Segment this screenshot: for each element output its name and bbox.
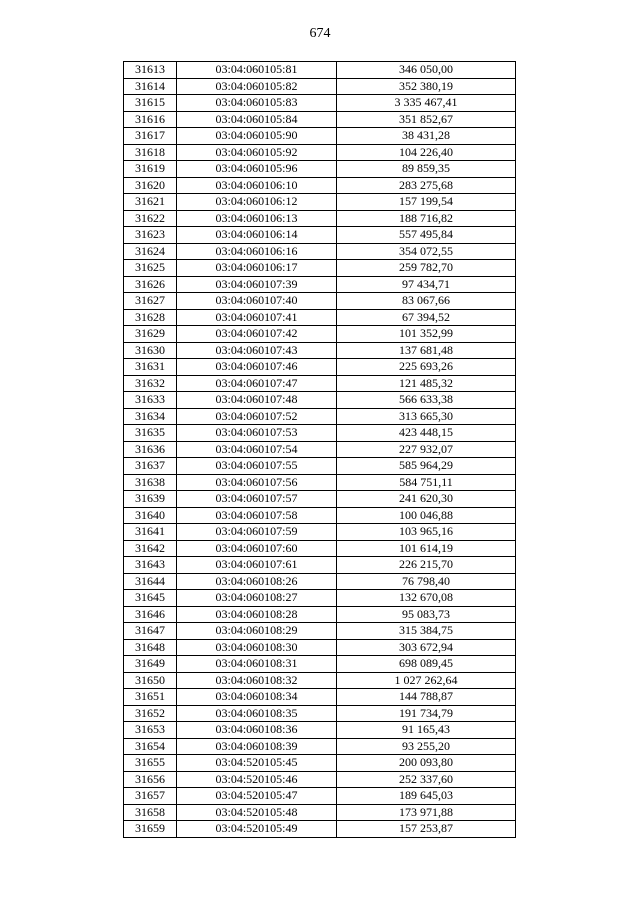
cadastral-number-cell: 03:04:060108:30 [177,639,337,656]
row-number-cell: 31630 [124,342,177,359]
value-cell: 93 255,20 [337,738,516,755]
cadastral-number-cell: 03:04:060105:82 [177,78,337,95]
value-cell: 1 027 262,64 [337,672,516,689]
cadastral-number-cell: 03:04:060107:54 [177,441,337,458]
table-row [124,111,516,128]
table-row [124,408,516,425]
row-number-cell: 31646 [124,606,177,623]
cadastral-number-cell: 03:04:060107:59 [177,524,337,541]
cadastral-number-cell: 03:04:060107:52 [177,408,337,425]
value-cell: 67 394,52 [337,309,516,326]
row-number-cell: 31637 [124,458,177,475]
value-cell: 241 620,30 [337,491,516,508]
cadastral-number-cell: 03:04:060108:34 [177,689,337,706]
value-cell: 200 093,80 [337,755,516,772]
cadastral-number-cell: 03:04:520105:49 [177,821,337,838]
table-row [124,342,516,359]
table-row [124,755,516,772]
cadastral-number-cell: 03:04:060107:39 [177,276,337,293]
value-cell: 584 751,11 [337,474,516,491]
value-cell: 100 046,88 [337,507,516,524]
cadastral-number-cell: 03:04:060107:61 [177,557,337,574]
row-number-cell: 31658 [124,804,177,821]
value-cell: 121 485,32 [337,375,516,392]
row-number-cell: 31618 [124,144,177,161]
value-cell: 585 964,29 [337,458,516,475]
cadastral-number-cell: 03:04:060107:41 [177,309,337,326]
row-number-cell: 31633 [124,392,177,409]
table-row [124,672,516,689]
table-row [124,227,516,244]
row-number-cell: 31655 [124,755,177,772]
table-row [124,656,516,673]
row-number-cell: 31615 [124,95,177,112]
row-number-cell: 31614 [124,78,177,95]
value-cell: 104 226,40 [337,144,516,161]
table-row [124,722,516,739]
cadastral-number-cell: 03:04:060108:31 [177,656,337,673]
cadastral-number-cell: 03:04:060105:84 [177,111,337,128]
value-cell: 101 352,99 [337,326,516,343]
table-row [124,326,516,343]
row-number-cell: 31613 [124,62,177,79]
table-row [124,639,516,656]
value-cell: 303 672,94 [337,639,516,656]
value-cell: 351 852,67 [337,111,516,128]
cadastral-number-cell: 03:04:520105:46 [177,771,337,788]
page-number: 674 [309,26,331,41]
table-row [124,689,516,706]
cadastral-number-cell: 03:04:060108:39 [177,738,337,755]
table-row [124,540,516,557]
cadastral-number-cell: 03:04:060106:14 [177,227,337,244]
value-cell: 566 633,38 [337,392,516,409]
table-row [124,623,516,640]
table-row [124,557,516,574]
row-number-cell: 31629 [124,326,177,343]
value-cell: 157 199,54 [337,194,516,211]
cadastral-number-cell: 03:04:060105:81 [177,62,337,79]
table-row [124,606,516,623]
value-cell: 226 215,70 [337,557,516,574]
table-body [124,62,516,838]
cadastral-number-cell: 03:04:060106:12 [177,194,337,211]
row-number-cell: 31639 [124,491,177,508]
value-cell: 132 670,08 [337,590,516,607]
table-row [124,458,516,475]
value-cell: 91 165,43 [337,722,516,739]
value-cell: 259 782,70 [337,260,516,277]
row-number-cell: 31638 [124,474,177,491]
table-row [124,260,516,277]
cadastral-number-cell: 03:04:060107:57 [177,491,337,508]
row-number-cell: 31635 [124,425,177,442]
table-row [124,161,516,178]
table-row [124,78,516,95]
table-row [124,293,516,310]
value-cell: 189 645,03 [337,788,516,805]
row-number-cell: 31647 [124,623,177,640]
row-number-cell: 31623 [124,227,177,244]
row-number-cell: 31622 [124,210,177,227]
row-number-cell: 31644 [124,573,177,590]
table-row [124,573,516,590]
row-number-cell: 31640 [124,507,177,524]
table-row [124,524,516,541]
row-number-cell: 31626 [124,276,177,293]
value-cell: 191 734,79 [337,705,516,722]
value-cell: 157 253,87 [337,821,516,838]
table-row [124,788,516,805]
cadastral-number-cell: 03:04:060108:32 [177,672,337,689]
row-number-cell: 31654 [124,738,177,755]
row-number-cell: 31652 [124,705,177,722]
cadastral-number-cell: 03:04:060106:10 [177,177,337,194]
cadastral-number-cell: 03:04:060107:47 [177,375,337,392]
table-row [124,276,516,293]
table-row [124,474,516,491]
cadastral-number-cell: 03:04:060105:96 [177,161,337,178]
value-cell: 95 083,73 [337,606,516,623]
data-table [123,61,516,838]
value-cell: 346 050,00 [337,62,516,79]
cadastral-number-cell: 03:04:060107:40 [177,293,337,310]
table-row [124,821,516,838]
table-row [124,507,516,524]
value-cell: 188 716,82 [337,210,516,227]
cadastral-number-cell: 03:04:060107:58 [177,507,337,524]
value-cell: 97 434,71 [337,276,516,293]
cadastral-number-cell: 03:04:060107:55 [177,458,337,475]
cadastral-number-cell: 03:04:060105:92 [177,144,337,161]
row-number-cell: 31621 [124,194,177,211]
cadastral-number-cell: 03:04:060107:56 [177,474,337,491]
row-number-cell: 31651 [124,689,177,706]
cadastral-number-cell: 03:04:520105:47 [177,788,337,805]
value-cell: 557 495,84 [337,227,516,244]
row-number-cell: 31649 [124,656,177,673]
table-row [124,210,516,227]
value-cell: 313 665,30 [337,408,516,425]
value-cell: 315 384,75 [337,623,516,640]
row-number-cell: 31620 [124,177,177,194]
row-number-cell: 31656 [124,771,177,788]
table-row [124,705,516,722]
row-number-cell: 31631 [124,359,177,376]
cadastral-number-cell: 03:04:060107:48 [177,392,337,409]
cadastral-number-cell: 03:04:060107:42 [177,326,337,343]
value-cell: 283 275,68 [337,177,516,194]
value-cell: 38 431,28 [337,128,516,145]
cadastral-number-cell: 03:04:060107:46 [177,359,337,376]
table-row [124,243,516,260]
cadastral-number-cell: 03:04:060107:60 [177,540,337,557]
cadastral-number-cell: 03:04:060108:26 [177,573,337,590]
cadastral-number-cell: 03:04:060105:90 [177,128,337,145]
table-row [124,425,516,442]
row-number-cell: 31642 [124,540,177,557]
row-number-cell: 31641 [124,524,177,541]
value-cell: 352 380,19 [337,78,516,95]
row-number-cell: 31650 [124,672,177,689]
value-cell: 103 965,16 [337,524,516,541]
row-number-cell: 31632 [124,375,177,392]
value-cell: 173 971,88 [337,804,516,821]
row-number-cell: 31634 [124,408,177,425]
table-row [124,359,516,376]
cadastral-number-cell: 03:04:060108:28 [177,606,337,623]
row-number-cell: 31659 [124,821,177,838]
table-row [124,309,516,326]
value-cell: 137 681,48 [337,342,516,359]
cadastral-number-cell: 03:04:060108:29 [177,623,337,640]
cadastral-number-cell: 03:04:060108:36 [177,722,337,739]
table-row [124,144,516,161]
table-row [124,95,516,112]
table-row [124,375,516,392]
row-number-cell: 31616 [124,111,177,128]
value-cell: 83 067,66 [337,293,516,310]
value-cell: 3 335 467,41 [337,95,516,112]
cadastral-number-cell: 03:04:060108:35 [177,705,337,722]
cadastral-number-cell: 03:04:520105:45 [177,755,337,772]
table-row [124,62,516,79]
cadastral-number-cell: 03:04:520105:48 [177,804,337,821]
row-number-cell: 31653 [124,722,177,739]
cadastral-number-cell: 03:04:060107:53 [177,425,337,442]
value-cell: 144 788,87 [337,689,516,706]
value-cell: 354 072,55 [337,243,516,260]
cadastral-number-cell: 03:04:060105:83 [177,95,337,112]
table-row [124,392,516,409]
value-cell: 89 859,35 [337,161,516,178]
row-number-cell: 31645 [124,590,177,607]
row-number-cell: 31628 [124,309,177,326]
table-row [124,590,516,607]
value-cell: 227 932,07 [337,441,516,458]
row-number-cell: 31636 [124,441,177,458]
table-row [124,771,516,788]
row-number-cell: 31625 [124,260,177,277]
row-number-cell: 31643 [124,557,177,574]
table-row [124,194,516,211]
table-row [124,177,516,194]
row-number-cell: 31619 [124,161,177,178]
value-cell: 698 089,45 [337,656,516,673]
value-cell: 101 614,19 [337,540,516,557]
table-row [124,128,516,145]
row-number-cell: 31657 [124,788,177,805]
cadastral-number-cell: 03:04:060107:43 [177,342,337,359]
row-number-cell: 31617 [124,128,177,145]
row-number-cell: 31624 [124,243,177,260]
table-row [124,804,516,821]
row-number-cell: 31627 [124,293,177,310]
value-cell: 252 337,60 [337,771,516,788]
value-cell: 423 448,15 [337,425,516,442]
value-cell: 76 798,40 [337,573,516,590]
cadastral-number-cell: 03:04:060106:16 [177,243,337,260]
table-row [124,441,516,458]
table-row [124,491,516,508]
cadastral-number-cell: 03:04:060106:17 [177,260,337,277]
cadastral-number-cell: 03:04:060108:27 [177,590,337,607]
cadastral-number-cell: 03:04:060106:13 [177,210,337,227]
value-cell: 225 693,26 [337,359,516,376]
row-number-cell: 31648 [124,639,177,656]
table-row [124,738,516,755]
